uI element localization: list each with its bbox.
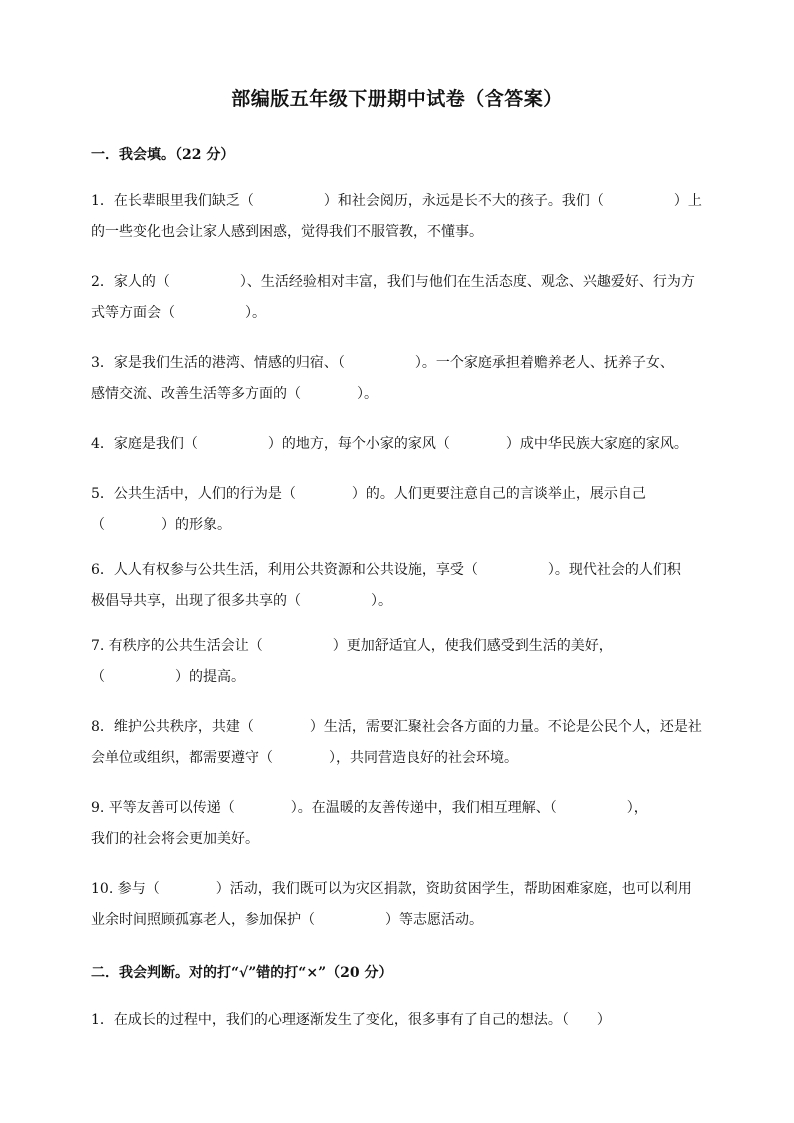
question-9-line-2: 我们的社会将会更加美好。: [91, 831, 259, 847]
question-3-line-1: 3．家是我们生活的港湾、情感的归宿、（ ）。一个家庭承担着赡养老人、抚养子女、: [91, 355, 674, 371]
question-2-line-1: 2．家人的（ ）、生活经验相对丰富，我们与他们在生活态度、观念、兴趣爱好、行为方: [91, 274, 695, 290]
question-9-line-1: 9. 平等友善可以传递（ ）。在温暖的友善传递中，我们相互理解、（ ），: [91, 800, 648, 816]
question-8: [91, 712, 703, 774]
question-10-line-1: 10. 参与（ ）活动，我们既可以为灾区捐款，资助贫困学生，帮助困难家庭，也可以利用: [91, 881, 692, 897]
question-5-line-2: （ ）的形象。: [91, 517, 231, 533]
question-1-line-1: 1．在长辈眼里我们缺乏（ ）和社会阅历，永远是长不大的孩子。我们（ ）上: [91, 193, 702, 209]
question-6-line-1: 6．人人有权参与公共生活，利用公共资源和公共设施，享受（ ）。现代社会的人们积: [91, 562, 681, 578]
question-7-line-2: （ ）的提高。: [91, 669, 245, 685]
question-8-line-1: 8．维护公共秩序，共建（ ）生活，需要汇聚社会各方面的力量。不论是公民个人，还是社: [91, 719, 702, 735]
question-4: [91, 429, 703, 460]
judge-question-1: [91, 1005, 703, 1036]
question-10: [91, 874, 703, 936]
question-10-line-2: 业余时间照顾孤寡老人，参加保护（ ）等志愿活动。: [91, 912, 483, 928]
question-1: [91, 186, 703, 248]
question-6-line-2: 极倡导共享，出现了很多共享的（ ）。: [91, 593, 392, 609]
judge-question-1-line-1: 1．在成长的过程中，我们的心理逐渐发生了变化，很多事有了自己的想法。（ ）: [91, 1012, 611, 1028]
question-2: [91, 267, 703, 329]
question-7: [91, 631, 703, 693]
page-title: 部编版五年级下册期中试卷（含答案）: [231, 88, 563, 110]
question-6: [91, 555, 703, 617]
question-2-line-2: 式等方面会（ ）。: [91, 305, 266, 321]
question-5: [91, 479, 703, 541]
question-3-line-2: 感情交流、改善生活等多方面的（ ）。: [91, 386, 378, 402]
section-1-heading: 一．我会填。（22 分）: [91, 147, 235, 163]
question-3: [91, 348, 703, 410]
question-7-line-1: 7. 有秩序的公共生活会让（ ）更加舒适宜人，使我们感受到生活的美好，: [91, 638, 613, 654]
question-9: [91, 793, 703, 855]
question-1-line-2: 的一些变化也会让家人感到困惑，觉得我们不服管教，不懂事。: [91, 224, 483, 240]
question-5-line-1: 5．公共生活中，人们的行为是（ ）的。人们更要注意自己的言谈举止，展示自己: [91, 486, 646, 502]
section-2-heading: 二．我会判断。对的打“√”错的打“×”（20 分）: [91, 965, 393, 981]
question-8-line-2: 会单位或组织，都需要遵守（ ），共同营造良好的社会环境。: [91, 750, 518, 766]
question-4-line-1: 4．家庭是我们（ ）的地方，每个小家的家风（ ）成中华民族大家庭的家风。: [91, 436, 688, 452]
